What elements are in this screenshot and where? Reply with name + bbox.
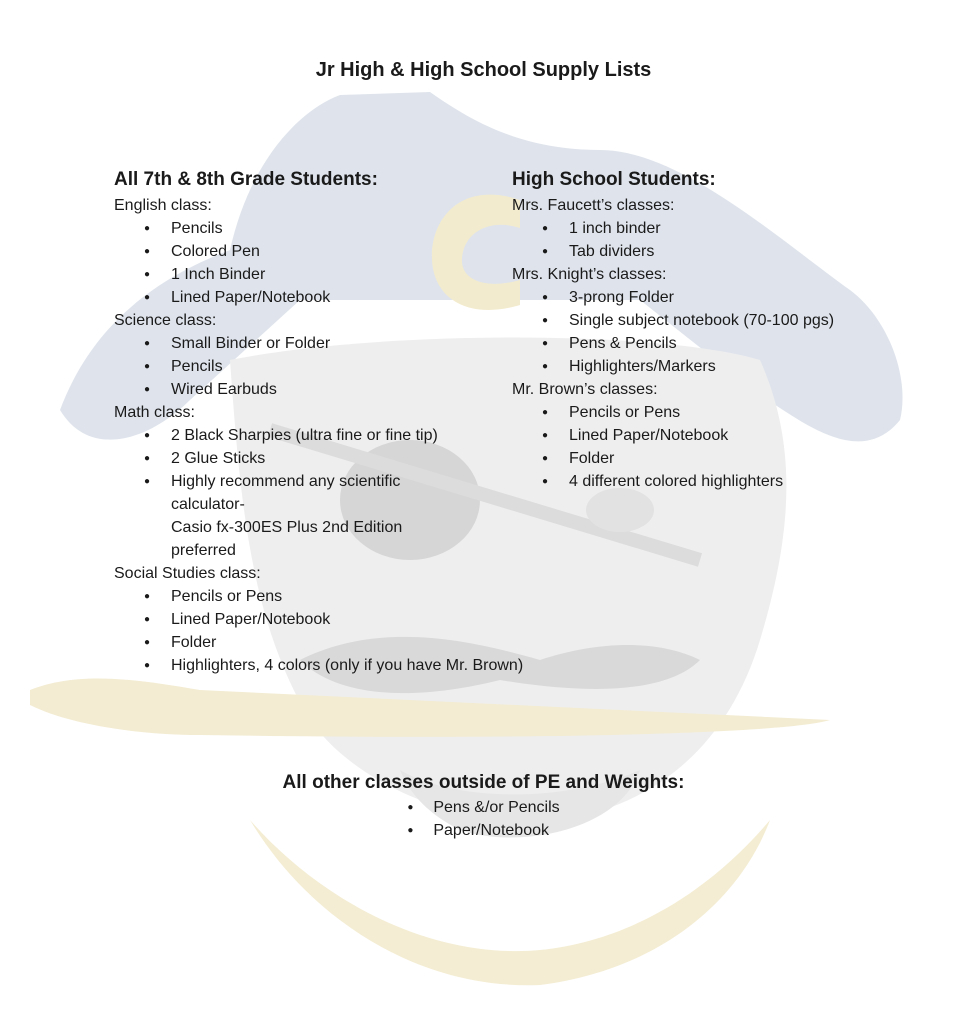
list-item: ● Lined Paper/Notebook bbox=[569, 424, 842, 447]
list-item: ● Pens &/or Pencils bbox=[407, 796, 559, 819]
right-column bbox=[512, 167, 842, 493]
list-item: ● 2 Black Sharpies (ultra fine or fine tip) bbox=[171, 424, 461, 447]
page-title: Jr High & High School Supply Lists bbox=[315, 59, 652, 81]
class-label: Math class: bbox=[114, 404, 195, 421]
list-item: ● Lined Paper/Notebook bbox=[171, 286, 564, 309]
list-item: ● Pencils bbox=[171, 355, 564, 378]
list-item: ● Wired Earbuds bbox=[171, 378, 564, 401]
class-label: Mrs. Faucett’s classes: bbox=[512, 197, 675, 214]
list-item: ● Highlighters/Markers bbox=[569, 355, 842, 378]
class-label: English class: bbox=[114, 197, 212, 214]
list-item: ● 3-prong Folder bbox=[569, 286, 842, 309]
class-label: Science class: bbox=[114, 312, 217, 329]
list-item bbox=[171, 470, 401, 562]
class-label: Mrs. Knight’s classes: bbox=[512, 266, 667, 283]
list-item: ● Folder bbox=[171, 631, 564, 654]
list-item: ● Lined Paper/Notebook bbox=[171, 608, 564, 631]
list-item: ● Colored Pen bbox=[171, 240, 564, 263]
list-item: ● Tab dividers bbox=[569, 240, 842, 263]
list-item: ● Single subject notebook (70-100 pgs) bbox=[569, 309, 842, 332]
list-item: ● 1 inch binder bbox=[569, 217, 842, 240]
supply-list bbox=[114, 424, 461, 562]
supply-list bbox=[512, 217, 842, 263]
supply-list bbox=[512, 286, 842, 378]
supply-list bbox=[114, 585, 564, 677]
supply-list bbox=[407, 796, 559, 842]
list-item: ● 4 different colored highlighters bbox=[569, 470, 842, 493]
list-item: ● 2 Glue Sticks bbox=[171, 447, 461, 470]
left-column bbox=[114, 167, 564, 677]
other-classes-section bbox=[0, 770, 967, 842]
list-item: ● Pencils bbox=[171, 217, 564, 240]
list-item: ● Highlighters, 4 colors (only if you have Mr. Brown) bbox=[171, 654, 564, 677]
list-item: ● Small Binder or Folder bbox=[171, 332, 564, 355]
column-heading: All 7th & 8th Grade Students: bbox=[114, 169, 378, 190]
supply-list bbox=[114, 217, 564, 309]
list-item: ● Pencils or Pens bbox=[171, 585, 564, 608]
list-item: ● 1 Inch Binder bbox=[171, 263, 564, 286]
list-item: ● Folder bbox=[569, 447, 842, 470]
list-item: ● Pencils or Pens bbox=[569, 401, 842, 424]
list-item-line: Casio fx-300ES Plus 2nd Edition preferred bbox=[171, 519, 403, 559]
class-label: Social Studies class: bbox=[114, 565, 261, 582]
class-label: Mr. Brown’s classes: bbox=[512, 381, 658, 398]
list-item: ● Pens & Pencils bbox=[569, 332, 842, 355]
column-heading: High School Students: bbox=[512, 169, 716, 190]
supply-list bbox=[512, 401, 842, 493]
section-heading: All other classes outside of PE and Weights: bbox=[282, 772, 685, 793]
list-item: ● Paper/Notebook bbox=[407, 819, 559, 842]
list-item-line: ● Highly recommend any scientific calculator- bbox=[171, 473, 401, 513]
supply-list bbox=[114, 332, 564, 401]
